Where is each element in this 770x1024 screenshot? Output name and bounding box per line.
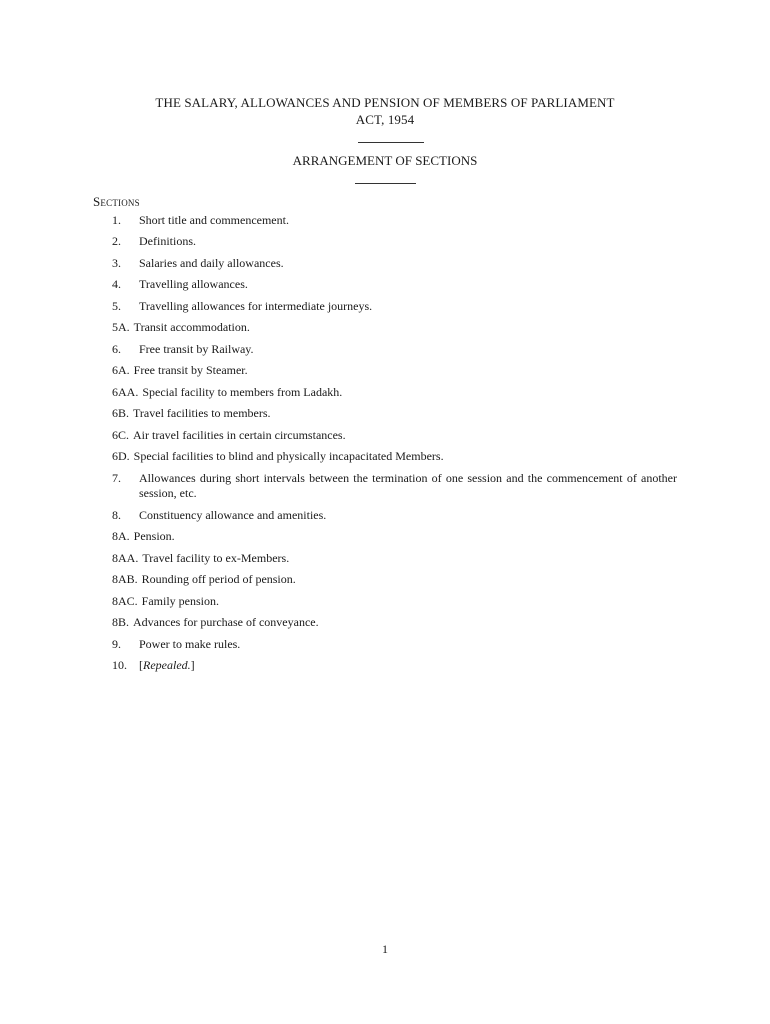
toc-item-number: 8AA. — [112, 551, 139, 565]
toc-item-text: Constituency allowance and amenities. — [139, 508, 327, 522]
toc-item-number: 2. — [112, 234, 121, 248]
toc-item — [112, 658, 677, 673]
toc-item-text: Definitions. — [139, 234, 196, 248]
toc-item-number: 4. — [112, 277, 121, 291]
toc-item — [112, 572, 677, 587]
toc-item-number: 6A. — [112, 363, 130, 377]
toc-item — [112, 299, 677, 314]
toc-item-text: Air travel facilities in certain circumstances. — [133, 428, 346, 442]
page-number: 1 — [382, 942, 388, 956]
toc-item-text-prefix: [ — [139, 658, 143, 672]
toc-item-text: Rounding off period of pension. — [141, 572, 296, 586]
toc-item-text: Travelling allowances for intermediate journeys. — [139, 299, 373, 313]
toc-item-number: 8B. — [112, 615, 130, 629]
toc-item — [112, 213, 677, 228]
toc-item-text: Pension. — [133, 529, 175, 543]
toc-item-number: 9. — [112, 637, 121, 651]
toc-item-number: 8A. — [112, 529, 130, 543]
title-divider — [358, 142, 424, 143]
toc-item-text: Travel facility to ex-Members. — [142, 551, 290, 565]
toc-item — [112, 637, 677, 652]
toc-item — [112, 406, 677, 421]
toc-item-number: 8. — [112, 508, 121, 522]
toc-item-text: Transit accommodation. — [133, 320, 250, 334]
toc-item-text: Allowances during short intervals between the termination of one session and the commencement of another session, etc. — [139, 471, 677, 500]
toc-item — [112, 342, 677, 357]
toc-item-text: Free transit by Railway. — [139, 342, 254, 356]
act-title — [0, 94, 770, 128]
toc-item-text: Travel facilities to members. — [133, 406, 271, 420]
toc-item — [112, 449, 677, 464]
toc-item-number: 6B. — [112, 406, 130, 420]
act-title-line-2: ACT, 1954 — [355, 112, 415, 127]
toc-item-number: 5. — [112, 299, 121, 313]
toc-item — [112, 320, 677, 335]
toc-item-text: Special facility to members from Ladakh. — [142, 385, 343, 399]
toc-item-number: 7. — [112, 471, 121, 485]
table-of-contents — [112, 213, 677, 673]
toc-item-number: 6. — [112, 342, 121, 356]
toc-item-text: Special facilities to blind and physically incapacitated Members. — [133, 449, 444, 463]
toc-item-number: 6C. — [112, 428, 130, 442]
toc-item — [112, 234, 677, 249]
toc-item — [112, 363, 677, 378]
toc-item-text: Advances for purchase of conveyance. — [133, 615, 319, 629]
act-title-line-1: THE SALARY, ALLOWANCES AND PENSION OF MEMBERS OF PARLIAMENT — [155, 95, 615, 110]
toc-item-text: Free transit by Steamer. — [133, 363, 248, 377]
toc-item-number: 1. — [112, 213, 121, 227]
toc-item-text-italic: Repealed. — [143, 658, 191, 672]
toc-item — [112, 551, 677, 566]
toc-item-text: Salaries and daily allowances. — [139, 256, 284, 270]
toc-item — [112, 277, 677, 292]
toc-item — [112, 256, 677, 271]
toc-item — [112, 594, 677, 609]
toc-item — [112, 508, 677, 523]
toc-item — [112, 529, 677, 544]
toc-item-number: 8AB. — [112, 572, 138, 586]
toc-item-number: 5A. — [112, 320, 130, 334]
toc-item — [112, 428, 677, 443]
arrangement-heading: ARRANGEMENT OF SECTIONS — [292, 153, 478, 168]
toc-item-text: Travelling allowances. — [139, 277, 248, 291]
toc-item-text-suffix: ] — [190, 658, 195, 672]
toc-item-number: 10. — [112, 658, 127, 672]
toc-item-number: 8AC. — [112, 594, 138, 608]
toc-item-number: 6AA. — [112, 385, 139, 399]
toc-item-text — [139, 658, 195, 672]
toc-item-text: Short title and commencement. — [139, 213, 289, 227]
toc-item — [112, 385, 677, 400]
toc-item-number: 3. — [112, 256, 121, 270]
toc-item — [112, 615, 677, 630]
toc-item-text: Power to make rules. — [139, 637, 241, 651]
toc-item-number: 6D. — [112, 449, 130, 463]
arrangement-divider — [355, 183, 416, 184]
toc-item-text: Family pension. — [141, 594, 220, 608]
toc-item — [112, 471, 677, 501]
sections-label: Sections — [93, 194, 140, 209]
